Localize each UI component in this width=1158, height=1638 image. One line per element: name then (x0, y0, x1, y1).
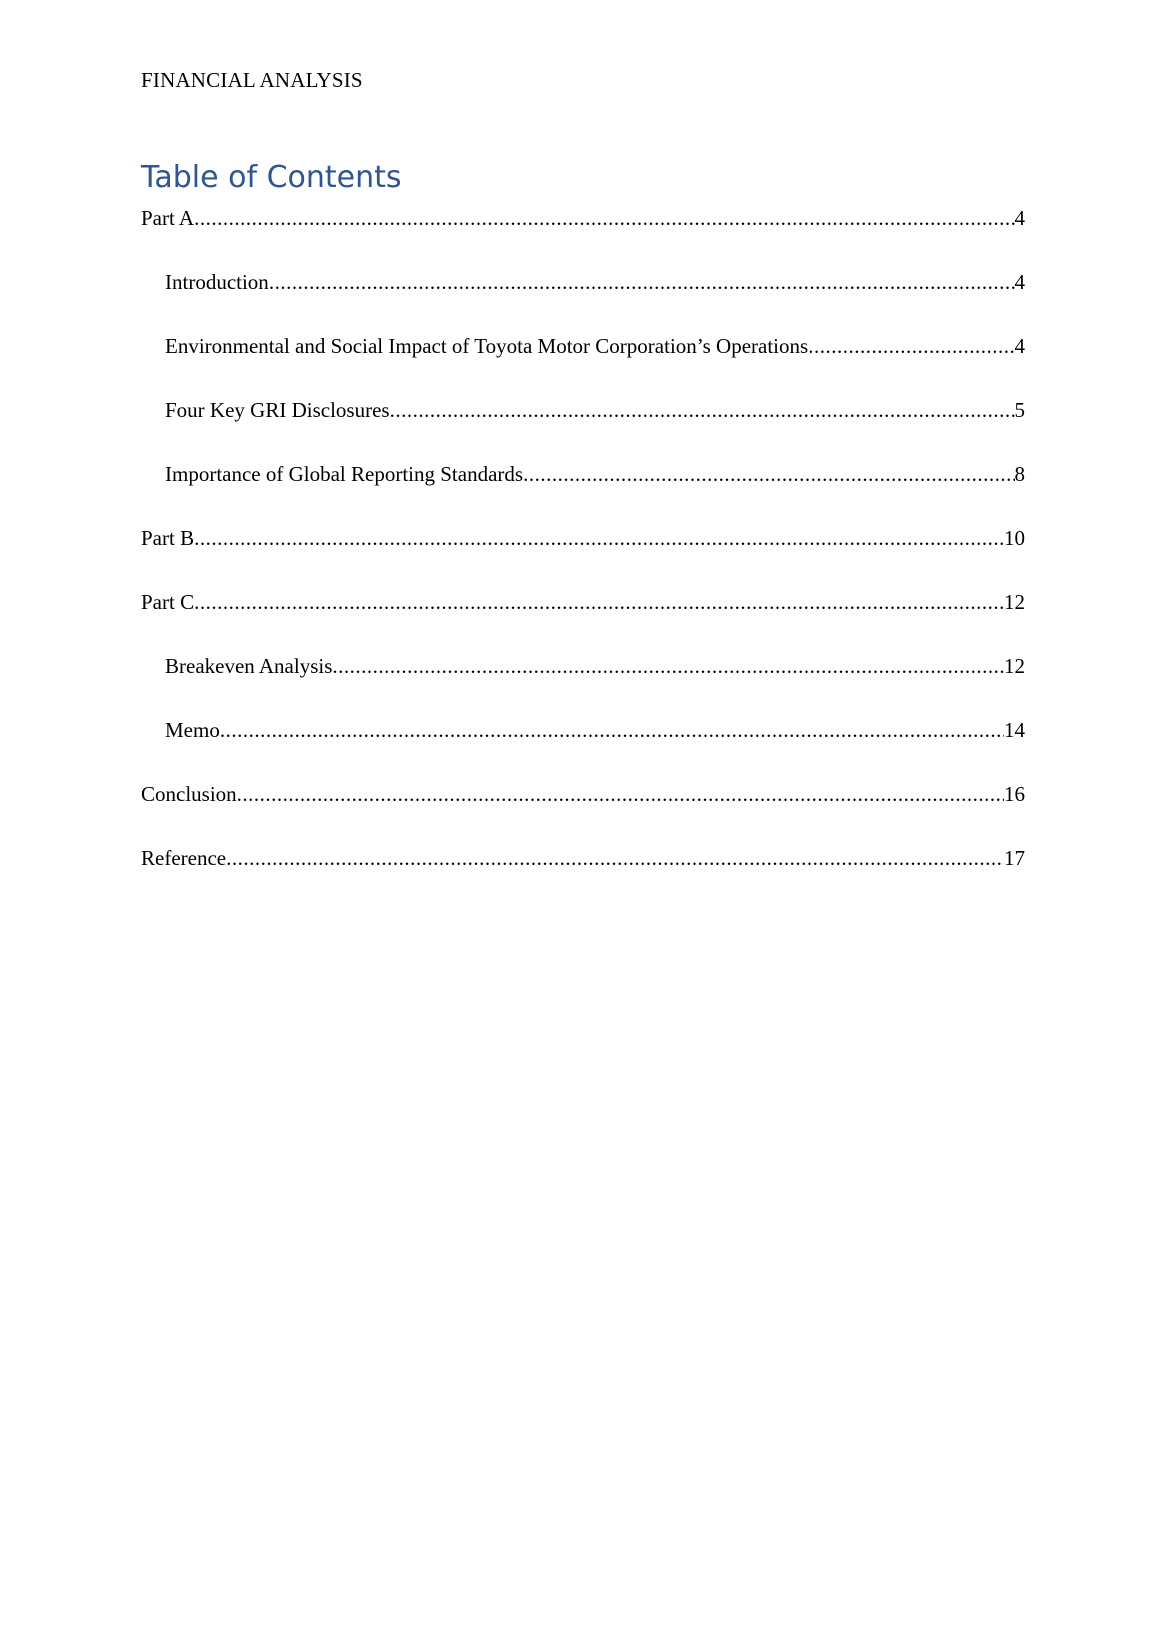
toc-entry-part-c[interactable] (141, 586, 1025, 650)
toc-dot-leader (332, 650, 1004, 682)
toc-list (141, 202, 1025, 906)
toc-dot-leader (237, 778, 1004, 810)
toc-dot-leader (226, 842, 1004, 874)
toc-entry-label: Conclusion (141, 782, 237, 806)
running-header: FINANCIAL ANALYSIS (141, 68, 363, 92)
toc-title: Table of Contents (141, 160, 402, 195)
toc-entry-label: Introduction (165, 270, 269, 294)
toc-dot-leader (808, 330, 1014, 362)
toc-entry-page: 4 (1014, 270, 1025, 294)
toc-entry-label: Reference (141, 846, 227, 870)
toc-entry-breakeven-analysis[interactable] (141, 650, 1025, 714)
toc-entry-page: 8 (1014, 462, 1025, 486)
toc-entry-label: Part C (141, 590, 195, 614)
toc-dot-leader (194, 522, 1004, 554)
toc-entry-label: Part A (141, 206, 195, 230)
toc-entry-label: Environmental and Social Impact of Toyota Motor Corporation’s Operations (165, 334, 809, 358)
toc-entry-label: Importance of Global Reporting Standards (165, 462, 524, 486)
toc-entry-label: Part B (141, 526, 195, 550)
toc-dot-leader (269, 266, 1015, 298)
toc-entry-label: Four Key GRI Disclosures (165, 398, 390, 422)
toc-entry-page: 4 (1014, 206, 1025, 230)
toc-entry-page: 10 (1004, 526, 1025, 550)
toc-entry-part-a[interactable] (141, 202, 1025, 266)
toc-entry-page: 4 (1014, 334, 1025, 358)
toc-entry-conclusion[interactable] (141, 778, 1025, 842)
toc-entry-memo[interactable] (141, 714, 1025, 778)
toc-entry-part-b[interactable] (141, 522, 1025, 586)
toc-entry-page: 14 (1004, 718, 1025, 742)
toc-entry-reference[interactable] (141, 842, 1025, 906)
toc-dot-leader (194, 202, 1014, 234)
toc-dot-leader (390, 394, 1015, 426)
toc-entry-page: 17 (1004, 846, 1025, 870)
toc-entry-gri-disclosures[interactable] (141, 394, 1025, 458)
toc-entry-introduction[interactable] (141, 266, 1025, 330)
toc-entry-label: Memo (165, 718, 220, 742)
toc-dot-leader (220, 714, 1004, 746)
toc-entry-page: 16 (1004, 782, 1025, 806)
toc-entry-page: 12 (1004, 654, 1025, 678)
toc-entry-environmental-social-impact[interactable] (141, 330, 1025, 394)
toc-dot-leader (523, 458, 1014, 490)
toc-dot-leader (194, 586, 1004, 618)
toc-entry-page: 12 (1004, 590, 1025, 614)
toc-entry-reporting-standards[interactable] (141, 458, 1025, 522)
toc-entry-page: 5 (1014, 398, 1025, 422)
toc-entry-label: Breakeven Analysis (165, 654, 333, 678)
